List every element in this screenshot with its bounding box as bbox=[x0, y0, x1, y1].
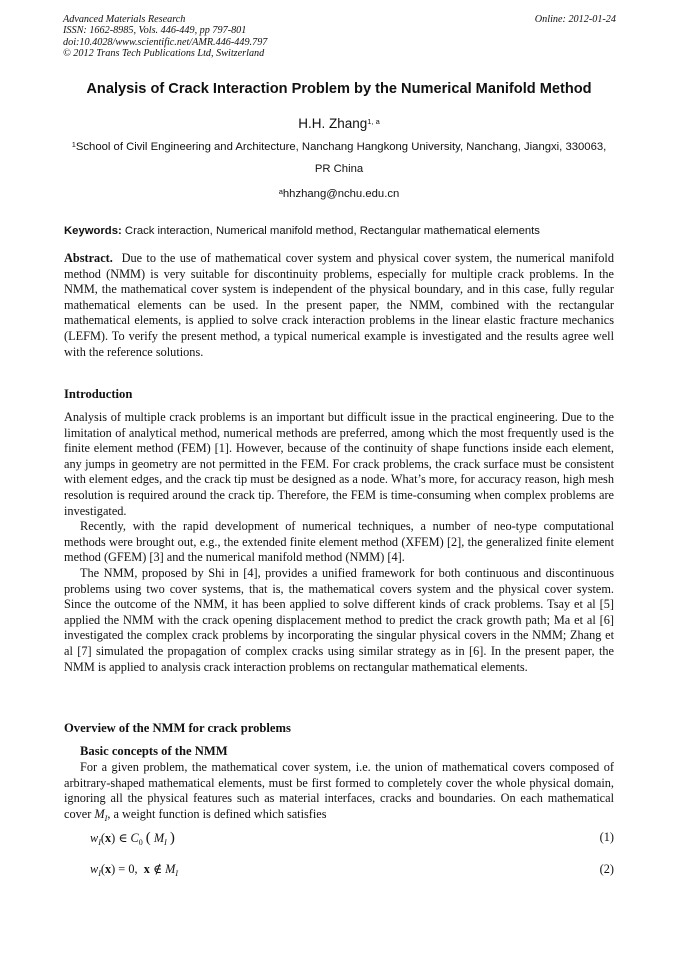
journal-name: Advanced Materials Research bbox=[63, 14, 186, 25]
equation-2-expression: $w_I(x) = 0$, x ∉ $M_I$ bbox=[90, 862, 179, 878]
author-marks: 1, a bbox=[367, 117, 380, 126]
cover-symbol: $M_I$ bbox=[94, 806, 108, 823]
overview-text-before: For a given problem, the mathematical cover system, i.e. the union of mathematical covers composed of arbitrary-shaped mathematical elements, must be first formed to completely cover the whole physical domain, ignoring all the physical features such as material interfaces, cracks and boundaries. On each mathematical cover bbox=[64, 760, 614, 821]
basic-concepts-subheading: Basic concepts of the NMM bbox=[80, 744, 228, 758]
intro-paragraph-1: Analysis of multiple crack problems is an important but difficult issue in the practical engineering. Due to the limitation of analytical method, numerical methods are preferred, among which the most frequently used is the finite element method (FEM) [1]. However, because of the continuity of shape functions inside each element, any jumps in geometry are not permitted in the FEM. For crack problems, the crack surface must be consistent with element edges, and the crack tip must be designed as a node. What’s more, for accuracy reason, high mesh resolution is required around the crack tip. Therefore, the FEM is time-consuming when complex problems are investigated. bbox=[64, 410, 614, 518]
journal-header bbox=[63, 14, 616, 59]
overview-paragraph bbox=[64, 760, 614, 826]
keywords-label: Keywords: bbox=[64, 225, 122, 237]
affiliation-text: School of Civil Engineering and Architecture, Nanchang Hangkong University, Nanchang, Jiangxi, 330063, PR China bbox=[75, 141, 607, 175]
equation-2-number: (2) bbox=[599, 862, 614, 876]
equation-1 bbox=[64, 830, 614, 852]
affiliation bbox=[64, 136, 614, 180]
equation-2 bbox=[64, 862, 614, 884]
online-date: Online: 2012-01-24 bbox=[534, 14, 616, 25]
intro-paragraph-2: Recently, with the rapid development of numerical techniques, a number of neo-type computational methods were brought out, e.g., the extended finite element method (XFEM) [2], the generalized finite element method (GFEM) [3] and the numerical manifold method (NMM) [4]. bbox=[64, 519, 614, 565]
introduction-heading: Introduction bbox=[64, 387, 133, 401]
email-line bbox=[40, 186, 638, 202]
keywords bbox=[64, 223, 624, 239]
equation-1-expression: $w_I(x)$ ∈ $C_0$ ( $M_I$ ) bbox=[90, 830, 175, 847]
author-name: H.H. Zhang bbox=[298, 116, 368, 131]
keywords-text: Crack interaction, Numerical manifold method, Rectangular mathematical elements bbox=[124, 225, 540, 237]
paper-title: Analysis of Crack Interaction Problem by the Numerical Manifold Method bbox=[86, 81, 592, 97]
abstract-text: Due to the use of mathematical cover system and physical cover system, the numerical manifold method (NMM) is very suitable for discontinuity problems, especially for multiple crack problems. In the NMM, the mathematical cover system is independent of the physical boundary, and in this case, fully regular mathematical elements can be used. In the present paper, the NMM, combined with the rectangular mathematical elements, is applied to solve crack interaction problems in the linear elastic fracture mechanics (LEFM). To verify the present method, a typical numerical example is investigated and the results agree well with the reference solutions. bbox=[64, 251, 614, 359]
overview-heading: Overview of the NMM for crack problems bbox=[64, 721, 291, 735]
abstract bbox=[64, 251, 614, 360]
introduction-body bbox=[64, 410, 614, 675]
equation-1-number: (1) bbox=[599, 830, 614, 844]
overview-text-after: , a weight function is defined which satisfies bbox=[107, 806, 327, 821]
intro-paragraph-3: The NMM, proposed by Shi in [4], provides a unified framework for both continuous and discontinuous problems using two cover systems, that is, the mathematical covers system and the physical cover system. Since the outcome of the NMM, it has been applied to solve different kinds of crack problems. Tsay et al [5] applied the NMM with the crack opening displacement method to predict the crack growth path; Ma et al [6] investigated the complex crack problems by incorporating the singular physical covers in the NMM; Zhang et al [7] simulated the propagation of complex cracks using similar strategy as in [6]. In the present paper, the NMM is applied to analysis crack interaction problems on rectangular mathematical elements. bbox=[64, 565, 614, 674]
abstract-label: Abstract. bbox=[64, 251, 113, 265]
author-line bbox=[40, 116, 638, 132]
doi-line: doi:10.4028/www.scientific.net/AMR.446-449.797 bbox=[63, 36, 268, 48]
affiliation-mark: 1 bbox=[71, 140, 76, 149]
email-address[interactable]: hhzhang@nchu.edu.cn bbox=[282, 188, 400, 200]
issn-line: ISSN: 1662-8985, Vols. 446-449, pp 797-801 bbox=[63, 25, 247, 37]
copyright-line: © 2012 Trans Tech Publications Ltd, Switzerland bbox=[63, 47, 265, 59]
overview-body bbox=[64, 760, 614, 826]
email-mark: a bbox=[278, 187, 283, 196]
